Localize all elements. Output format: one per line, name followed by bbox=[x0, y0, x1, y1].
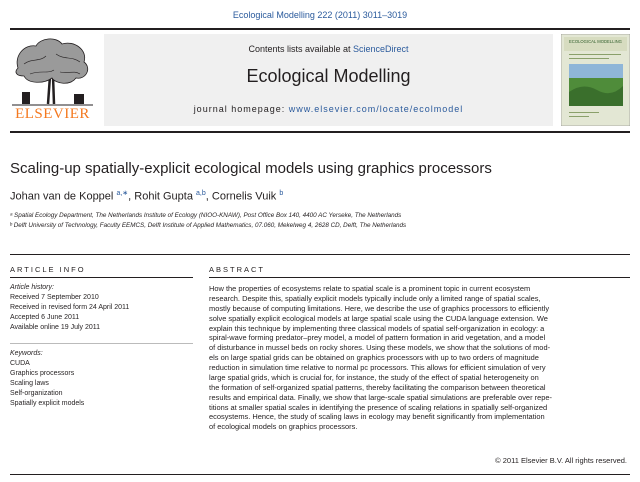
abstract-line: research. Despite this, spatially explicit models typically include only a limited range of spatial scales, bbox=[209, 293, 541, 303]
author-affiliation-marker[interactable]: a,∗ bbox=[116, 190, 129, 197]
author-name[interactable]: Rohit Gupta bbox=[134, 190, 193, 203]
history-item: Accepted 6 June 2011 bbox=[10, 314, 80, 321]
author-affiliation-marker[interactable]: b bbox=[279, 190, 284, 197]
sciencedirect-link[interactable]: ScienceDirect bbox=[353, 44, 409, 54]
history-item: Received 7 September 2010 bbox=[10, 294, 99, 301]
journal-cover-image[interactable] bbox=[561, 34, 630, 126]
keyword-item: CUDA bbox=[10, 360, 30, 367]
elsevier-tree-icon bbox=[10, 34, 95, 106]
author-list bbox=[10, 189, 630, 203]
copyright-notice: © 2011 Elsevier B.V. All rights reserved. bbox=[495, 456, 627, 465]
homepage-link[interactable]: www.elsevier.com/locate/ecolmodel bbox=[288, 104, 464, 114]
keyword-item: Graphics processors bbox=[10, 370, 75, 377]
history-item: Received in revised form 24 April 2011 bbox=[10, 304, 130, 311]
author-separator: , bbox=[128, 190, 135, 203]
keywords-rule bbox=[10, 343, 193, 344]
history-item: Available online 19 July 2011 bbox=[10, 324, 101, 331]
author-name[interactable]: Cornelis Vuik bbox=[211, 190, 277, 203]
section-divider bbox=[10, 254, 630, 255]
contents-prefix: Contents lists available at bbox=[248, 44, 354, 54]
article-history-label: Article history: bbox=[10, 284, 54, 291]
elsevier-wordmark: ELSEVIER bbox=[15, 106, 90, 122]
abstract-line: How the properties of ecosystems relate to spatial scale is a prominent topic in current ecosystem bbox=[209, 284, 531, 293]
abstract-line: ecosystems. Hence, the study of scaling laws in ecology may benefit significantly from implementation bbox=[209, 412, 545, 422]
abstract-line: of disturbance in mussel beds on rocky shores. Using these models, we show that the solutions of mod- bbox=[209, 343, 551, 353]
journal-homepage bbox=[104, 104, 553, 114]
abstract-line: of ecological models on graphics processors. bbox=[209, 422, 358, 432]
abstract-bottom-rule bbox=[10, 474, 630, 475]
author-separator: , bbox=[205, 190, 212, 203]
journal-title: Ecological Modelling bbox=[246, 66, 411, 86]
abstract-line: titions at smaller spatial scales in identifying the presence of scaling relations in spatially self-organized bbox=[209, 402, 548, 412]
keyword-item: Scaling laws bbox=[10, 380, 49, 387]
keyword-item: Self-organization bbox=[10, 390, 63, 397]
homepage-prefix: journal homepage: bbox=[193, 104, 289, 114]
abstract-line: results and empirical data. Finally, we show that large-scale spatial simulations are preferable over repe- bbox=[209, 392, 552, 402]
keyword-item: Spatially explicit models bbox=[10, 400, 85, 407]
journal-reference[interactable]: Ecological Modelling 222 (2011) 3011–3019 bbox=[232, 10, 408, 20]
abstract-heading: ABSTRACT bbox=[209, 265, 266, 274]
abstract-line: reduction in simulation time relative to normal pc processors. This allows for efficient simulation of very bbox=[209, 363, 546, 372]
abstract-line: explain this technique by implementing three classical models of spatial self-organization in ecology: a bbox=[209, 323, 545, 333]
abstract-line: solve spatially explicit ecological models at large spatial scale using the CUDA language extension. We bbox=[209, 313, 548, 323]
masthead-bottom-rule bbox=[10, 131, 630, 133]
article-info-rule bbox=[10, 277, 193, 278]
author-affiliation-marker[interactable]: a,b bbox=[196, 190, 206, 197]
abstract-text bbox=[209, 284, 627, 432]
abstract-line: the formation of self-organized spatial patterns, thereby facilitating the comparison between theoretical bbox=[209, 382, 546, 392]
abstract-rule bbox=[209, 277, 630, 278]
article-info-heading: ARTICLE INFO bbox=[10, 265, 86, 274]
abstract-line: mostly because of computing limitations. Here, we describe the use of graphics processors to efficiently bbox=[209, 303, 550, 313]
cover-title: ECOLOGICAL MODELLING bbox=[569, 39, 622, 44]
affiliation-a: ᵃ Spatial Ecology Department, The Netherlands Institute of Ecology (NIOO-KNAW), Post Office Box 140, 4400 AC Yerseke, The Netherlands bbox=[10, 212, 402, 219]
masthead-top-rule bbox=[10, 28, 630, 30]
article-title: Scaling-up spatially-explicit ecological models using graphics processors bbox=[10, 160, 492, 177]
abstract-line: large spatial grids, which is crucial for, for instance, the study of the effect of spatial heterogeneity on bbox=[209, 372, 539, 382]
abstract-line: spiral-wave forming predator–prey model, a model of pattern formation in arid vegetation, and a model bbox=[209, 333, 546, 343]
keywords-label: Keywords: bbox=[10, 350, 43, 357]
cover-thumbnail-icon bbox=[561, 34, 630, 126]
author-name[interactable]: Johan van de Koppel bbox=[10, 190, 114, 203]
abstract-line: els on large spatial grids can be obtained on graphics processors with up to two orders of magnitude bbox=[209, 353, 539, 363]
affiliation-b: ᵇ Delft University of Technology, Faculty EEMCS, Delft Institute of Applied Mathematics, 07.060, Mekelweg 4, 2628 CD, Delft, The Netherlands bbox=[10, 222, 407, 229]
contents-line bbox=[104, 44, 553, 54]
